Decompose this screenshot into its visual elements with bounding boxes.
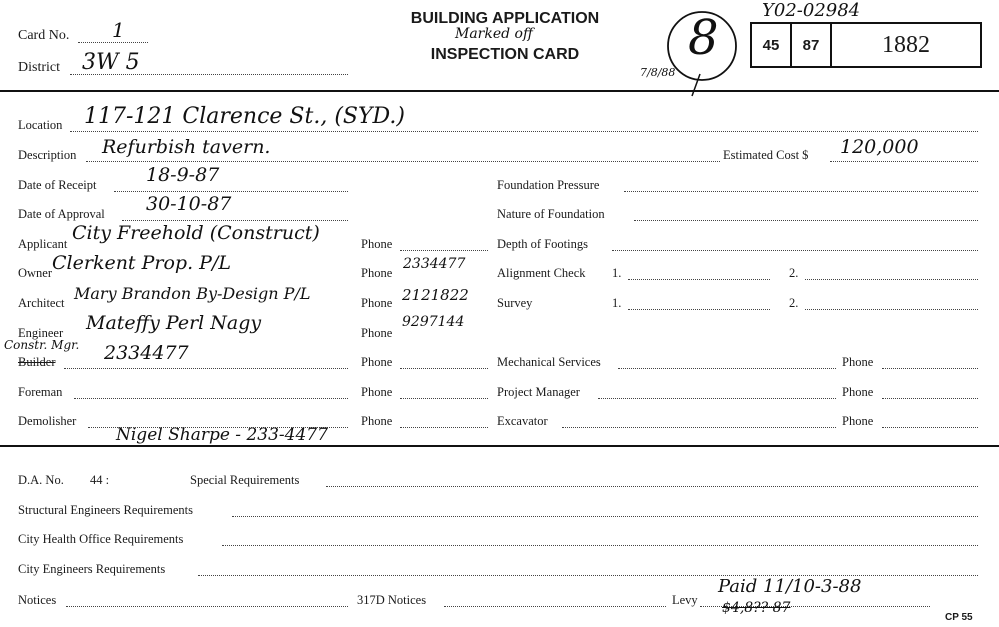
project-manager-label: Project Manager bbox=[497, 385, 580, 399]
owner-phone-label: Phone bbox=[361, 266, 393, 280]
engineer-value: Mateffy Perl Nagy bbox=[86, 312, 262, 334]
builder-handwritten-label: Constr. Mgr. bbox=[4, 338, 80, 352]
district-value: 3W 5 bbox=[82, 50, 140, 75]
owner-value: Clerkent Prop. P/L bbox=[52, 252, 231, 274]
owner-label: Owner bbox=[18, 266, 53, 280]
code-box-2: 87 bbox=[790, 22, 832, 68]
mechanical-label: Mechanical Services bbox=[497, 355, 601, 369]
foreman-phone-label: Phone bbox=[361, 385, 393, 399]
survey-one: 1. bbox=[612, 296, 622, 310]
code-box-1: 45 bbox=[750, 22, 792, 68]
notices-317d-label: 317D Notices bbox=[357, 593, 427, 607]
levy-label: Levy bbox=[672, 593, 698, 607]
small-date: 7/8/88 bbox=[640, 66, 676, 79]
reference-number: Y02-02984 bbox=[762, 0, 861, 21]
alignment-one: 1. bbox=[612, 266, 622, 280]
architect-label: Architect bbox=[18, 296, 65, 310]
foundation-pressure-label: Foundation Pressure bbox=[497, 178, 600, 192]
alignment-two: 2. bbox=[789, 266, 799, 280]
card-no-value: 1 bbox=[112, 18, 125, 42]
owner-phone-value: 2334477 bbox=[403, 256, 466, 272]
location-value: 117-121 Clarence St., (SYD.) bbox=[84, 104, 405, 129]
city-health-label: City Health Office Requirements bbox=[18, 532, 184, 546]
levy-value-struck: $4,8?? 87 bbox=[722, 600, 791, 616]
location-label: Location bbox=[18, 118, 63, 132]
date-approval-label: Date of Approval bbox=[18, 207, 105, 221]
da-label: D.A. No. bbox=[18, 473, 64, 487]
special-requirements-label: Special Requirements bbox=[190, 473, 300, 487]
excavator-label: Excavator bbox=[497, 414, 548, 428]
card-no-label: Card No. bbox=[18, 28, 70, 43]
depth-footings-label: Depth of Footings bbox=[497, 237, 588, 251]
header-divider bbox=[0, 90, 999, 92]
builder-phone-label: Phone bbox=[361, 355, 393, 369]
engineer-phone-value: 9297144 bbox=[402, 314, 465, 330]
builder-label: Builder bbox=[18, 355, 56, 369]
project-manager-phone-label: Phone bbox=[842, 385, 874, 399]
da-value: 44 : bbox=[90, 473, 110, 487]
date-receipt-label: Date of Receipt bbox=[18, 178, 97, 192]
survey-label: Survey bbox=[497, 296, 533, 310]
circled-number: 8 bbox=[688, 10, 719, 66]
estimated-cost-value: 120,000 bbox=[840, 136, 919, 158]
date-approval-value: 30-10-87 bbox=[146, 193, 232, 215]
survey-two: 2. bbox=[789, 296, 799, 310]
district-label: District bbox=[18, 60, 60, 75]
engineer-phone-label: Phone bbox=[361, 326, 393, 340]
applicant-phone-label: Phone bbox=[361, 237, 393, 251]
demolisher-label: Demolisher bbox=[18, 414, 77, 428]
code-box-3: 1882 bbox=[830, 22, 982, 68]
nature-foundation-label: Nature of Foundation bbox=[497, 207, 605, 221]
description-value: Refurbish tavern. bbox=[102, 136, 271, 158]
form-code: CP 55 bbox=[945, 612, 973, 623]
demolisher-phone-label: Phone bbox=[361, 414, 393, 428]
structural-engineers-label: Structural Engineers Requirements bbox=[18, 503, 193, 517]
date-receipt-value: 18-9-87 bbox=[146, 164, 220, 186]
architect-value: Mary Brandon By-Design P/L bbox=[74, 284, 311, 303]
middle-divider bbox=[0, 445, 999, 447]
excavator-phone-label: Phone bbox=[842, 414, 874, 428]
title-handwritten-note: Marked off bbox=[455, 26, 533, 42]
form-title-line1: BUILDING APPLICATION bbox=[410, 10, 600, 27]
form-title-line2: INSPECTION CARD bbox=[430, 46, 580, 63]
foreman-label: Foreman bbox=[18, 385, 63, 399]
note-below: Nigel Sharpe - 233-4477 bbox=[116, 425, 328, 445]
engineer-label: Engineer bbox=[18, 326, 64, 340]
description-label: Description bbox=[18, 148, 77, 162]
city-engineers-label: City Engineers Requirements bbox=[18, 562, 166, 576]
builder-value: 2334477 bbox=[104, 342, 189, 364]
notices-label: Notices bbox=[18, 593, 57, 607]
architect-phone-label: Phone bbox=[361, 296, 393, 310]
mechanical-phone-label: Phone bbox=[842, 355, 874, 369]
applicant-value: City Freehold (Construct) bbox=[72, 222, 320, 244]
architect-phone-value: 2121822 bbox=[402, 286, 469, 304]
applicant-label: Applicant bbox=[18, 237, 68, 251]
estimated-cost-label: Estimated Cost $ bbox=[723, 148, 809, 162]
alignment-check-label: Alignment Check bbox=[497, 266, 586, 280]
levy-value: Paid 11/10-3-88 bbox=[718, 576, 862, 597]
